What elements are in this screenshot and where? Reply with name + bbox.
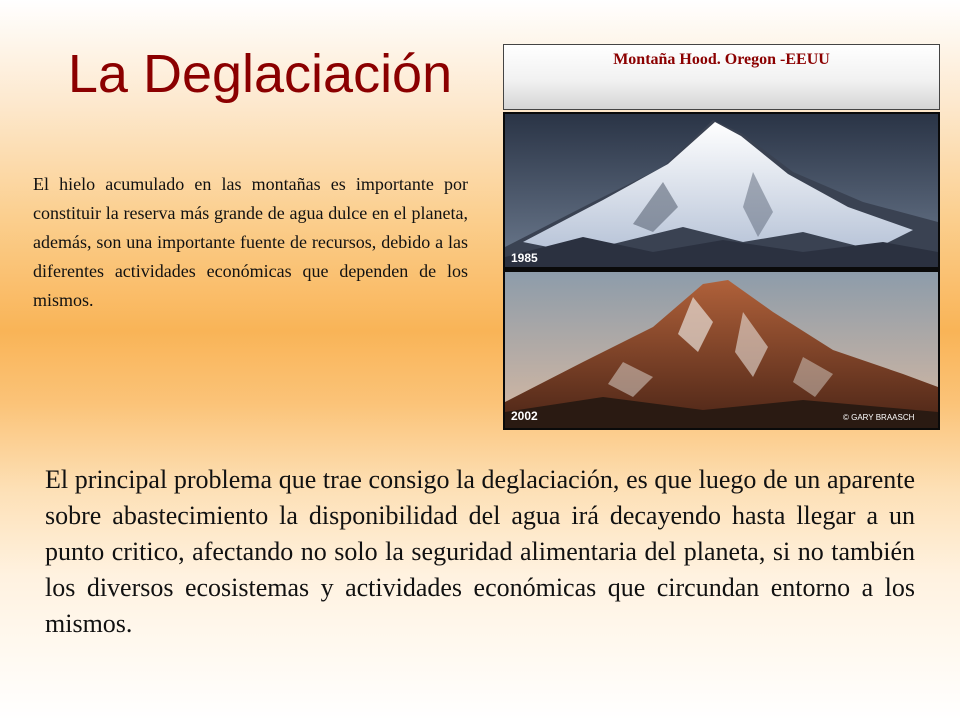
year-2002-label: 2002 — [511, 409, 538, 423]
intro-paragraph: El hielo acumulado en las montañas es importante por constituir la reserva más grande de agua dulce en el planeta, además, son una importante fuente de recursos, debido a las diferentes actividades económicas que dependen de los mismos. — [33, 174, 468, 310]
year-1985-label: 1985 — [511, 251, 538, 265]
photo-2002-panel — [505, 272, 938, 428]
photo-1985-panel — [505, 114, 938, 267]
main-paragraph: El principal problema que trae consigo la deglaciación, es que luego de un aparente sobre abastecimiento la disponibilidad del agua irá decayendo hasta llegar a un punto critico, afectando no solo la seguridad alimentaria del planeta, si no también los diversos ecosistemas y actividades económicas que circundan entorno a los mismos. — [45, 465, 915, 638]
photo-caption: Montaña Hood. Oregon -EEUU — [613, 51, 830, 68]
slide-title: La Deglaciación — [67, 44, 453, 104]
photo-caption-box — [503, 44, 940, 110]
photo-credit: © GARY BRAASCH — [843, 413, 915, 422]
mount-hood-comparison-photo — [503, 112, 940, 430]
